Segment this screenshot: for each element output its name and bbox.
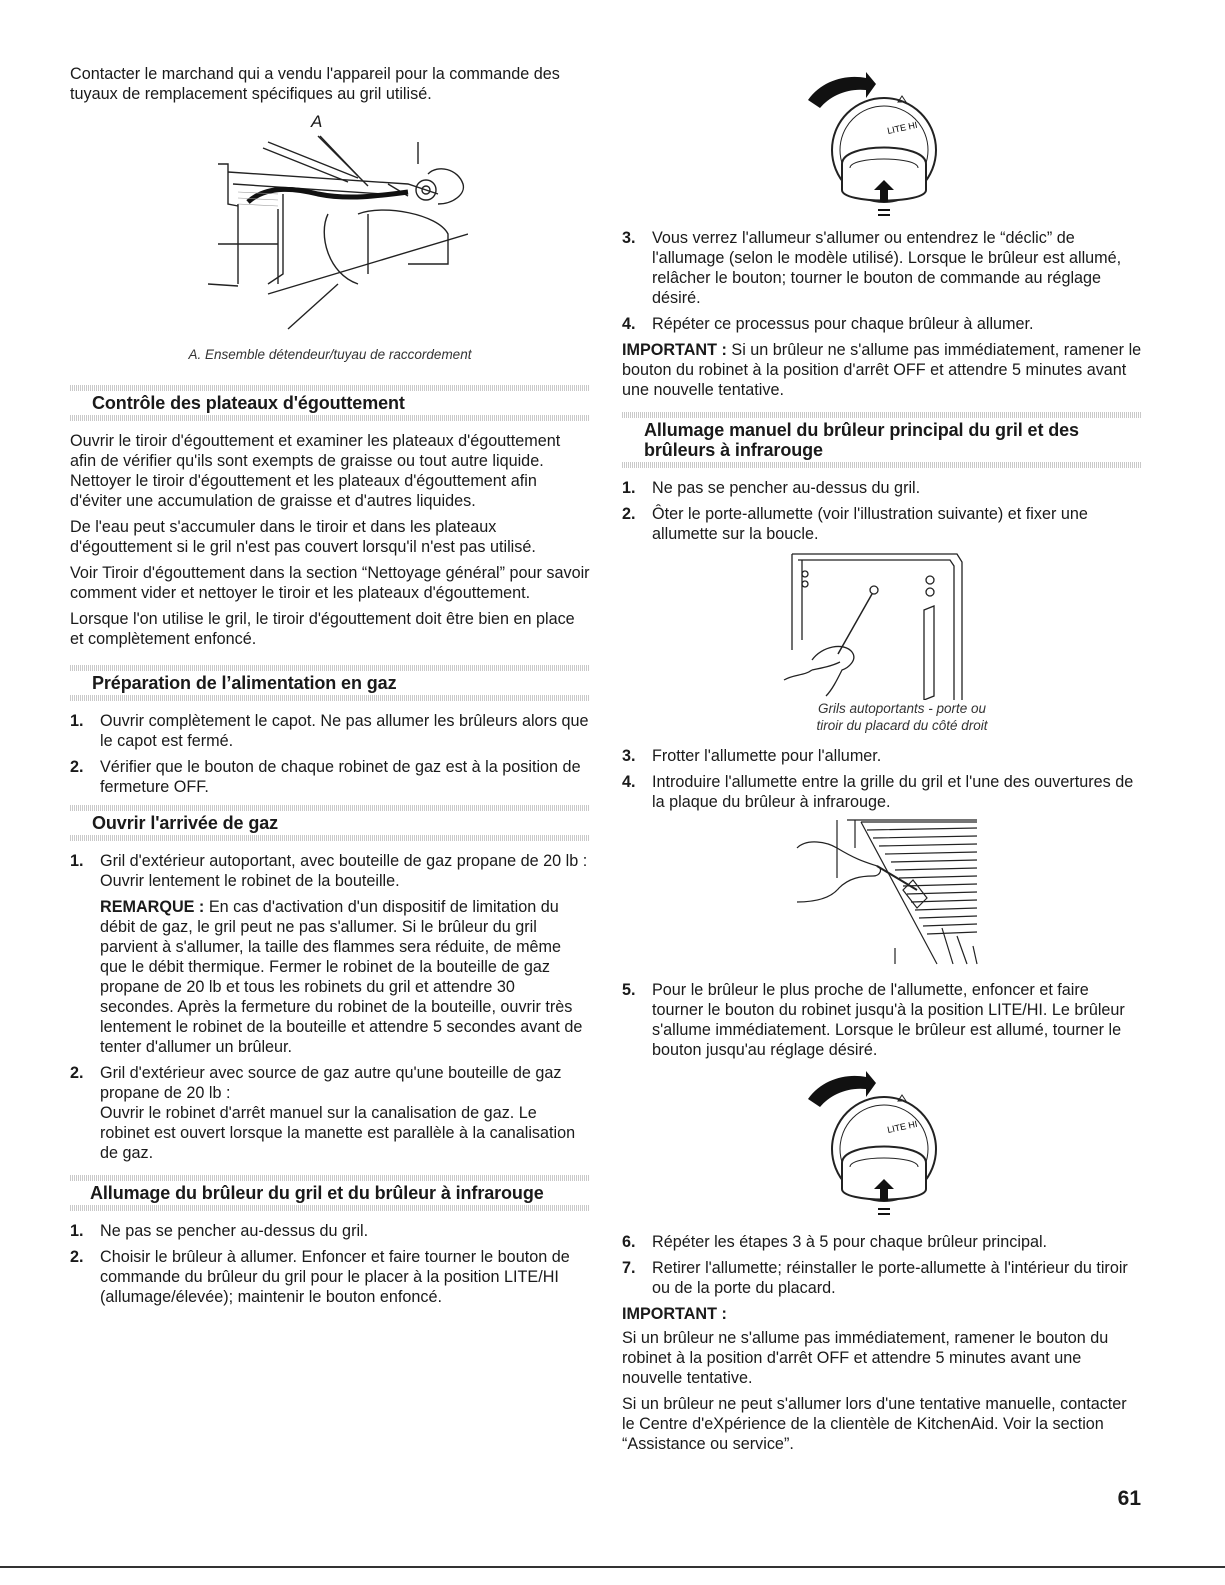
important-note-1: IMPORTANT : Si un brûleur ne s'allume pas immédiatement, ramener le bouton du robinet à la position d'arrêt OFF et attendre 5 minutes avant une nouvelle tentative.	[622, 341, 1142, 399]
figure-caption: A. Ensemble détendeur/tuyau de raccordement	[188, 347, 472, 362]
list-item: 2. Choisir le brûleur à allumer. Enfoncer et faire tourner le bouton de commande du brûleur du gril pour le placer à la position LITE/HI (allumage/élevée); maintenir le bouton enfoncé.	[70, 1248, 570, 1306]
section-manual-lighting	[622, 412, 1142, 468]
list-item: 1. Ne pas se pencher au-dessus du gril.	[70, 1222, 369, 1240]
manual-steps-2	[622, 746, 1142, 812]
lighting-steps	[70, 1221, 590, 1307]
section-divider	[622, 462, 1142, 468]
list-item: 2. Vérifier que le bouton de chaque robinet de gaz est à la position de fermeture OFF.	[70, 758, 581, 796]
section-divider	[70, 1205, 590, 1211]
bottom-rule	[0, 1566, 1225, 1568]
prep-steps	[70, 711, 590, 797]
drip-paragraph-4: Lorsque l'on utilise le gril, le tiroir d'égouttement doit être bien en place et complètement enfoncé.	[70, 610, 575, 648]
section-divider	[70, 805, 590, 811]
list-item: 7. Retirer l'allumette; réinstaller le porte-allumette à l'intérieur du tiroir ou de la porte du placard.	[622, 1259, 1128, 1297]
section-drip-trays	[70, 385, 590, 421]
section-divider	[622, 412, 1142, 418]
list-item: 1. Ne pas se pencher au-dessus du gril.	[622, 479, 921, 497]
section-divider	[70, 1175, 590, 1181]
section-title: Contrôle des plateaux d'égouttement	[92, 393, 405, 413]
section-divider	[70, 385, 590, 391]
open-gas-steps	[70, 851, 590, 1163]
section-divider	[70, 415, 590, 421]
match-holder-illustration	[782, 550, 982, 700]
section-open-gas	[70, 805, 590, 841]
section-title: Préparation de l’alimentation en gaz	[92, 673, 397, 693]
list-item: 3. Frotter l'allumette pour l'allumer.	[622, 747, 882, 765]
list-item: 6. Répéter les étapes 3 à 5 pour chaque brûleur principal.	[622, 1233, 1048, 1251]
section-title: Allumage du brûleur du gril et du brûleur à infrarouge	[90, 1183, 544, 1203]
section-divider	[70, 695, 590, 701]
list-item: 1. Gril d'extérieur autoportant, avec bouteille de gaz propane de 20 lb : Ouvrir lentement le robinet de la bouteille. REMARQUE : En cas d'activation d'un dispositif de limitation du débit de gaz, le gril peut ne pas s'allumer. Si le brûleur du gril parvient à s'allumer, la taille des flammes sera réduite, de même que le débit thermique. Fermer le robinet de la bouteille de gaz propane de 20 lb et tous les robinets du gril et attendre 30 secondes. Après la fermeture du robinet de la bouteille, ouvrir très lentement le robinet de la bouteille et attendre 5 secondes avant de tenter d'allumer un brûleur.	[70, 851, 590, 1057]
figure-letter: A	[311, 112, 323, 131]
section-title: Allumage manuel du brûleur principal du gril et des brûleurs à infrarouge	[644, 420, 1079, 460]
list-item: 2. Ôter le porte-allumette (voir l'illustration suivante) et fixer une allumette sur la boucle.	[622, 505, 1088, 543]
drip-paragraph-2: De l'eau peut s'accumuler dans le tiroir et dans les plateaux d'égouttement si le gril n'est pas couvert lorsqu'il n'est pas utilisé.	[70, 518, 536, 556]
match-holder-caption: Grils autoportants - porte ou tiroir du placard du côté droit	[816, 701, 988, 733]
knob-label: LITE HI	[886, 1118, 919, 1135]
drip-paragraph-3: Voir Tiroir d'égouttement dans la section “Nettoyage général” pour savoir comment vider et nettoyer le tiroir et les plateaux d'égouttement.	[70, 564, 590, 602]
left-column	[70, 64, 590, 1313]
list-item: 5. Pour le brûleur le plus proche de l'allumette, enfoncer et faire tourner le bouton du robinet jusqu'à la position LITE/HI. Le brûleur s'allume immédiatement. Lorsque le brûleur est allumé, tourner le bouton jusqu'au réglage désiré.	[622, 981, 1125, 1059]
knob-illustration	[802, 72, 962, 222]
important-paragraph-1: Si un brûleur ne s'allume pas immédiatement, ramener le bouton du robinet à la position d'arrêt OFF et attendre 5 minutes avant une nouvelle tentative.	[622, 1329, 1109, 1387]
list-item: 2. Gril d'extérieur avec source de gaz autre qu'une bouteille de gaz propane de 20 lb : Ouvrir le robinet d'arrêt manuel sur la canalisation de gaz. Le robinet est ouvert lorsque la manette est parallèle à la canalisation de gaz.	[70, 1064, 576, 1162]
regulator-figure	[70, 112, 590, 342]
drip-paragraph-1: Ouvrir le tiroir d'égouttement et examiner les plateaux d'égouttement afin de vérifier qu'ils sont exempts de graisse ou tout autre liquide. Nettoyer le tiroir d'égouttement et les plateaux d'égouttement afin d'éviter une accumulation de graisse et d'autres liquides.	[70, 432, 561, 510]
important-heading-2: IMPORTANT :	[622, 1305, 727, 1323]
section-gas-preparation	[70, 665, 590, 701]
section-divider	[70, 835, 590, 841]
knob-illustration-2	[802, 1066, 962, 1226]
remark: REMARQUE : En cas d'activation d'un dispositif de limitation du débit de gaz, le gril peut ne pas s'allumer. Si le brûleur du gril parvient à s'allumer, la taille des flammes sera réduite, de même que le débit thermique. Fermer le robinet de la bouteille de gaz propane de 20 lb et tous les robinets du gril et attendre 30 secondes. Après la fermeture du robinet de la bouteille, ouvrir très lentement le robinet de la bouteille et attendre 5 secondes avant de tenter d'allumer un brûleur.	[100, 898, 583, 1056]
knob-label: LITE HI	[886, 119, 919, 136]
manual-steps-4	[622, 1232, 1142, 1298]
section-divider	[70, 665, 590, 671]
list-item: 4. Répéter ce processus pour chaque brûleur à allumer.	[622, 315, 1034, 333]
list-item: 1. Ouvrir complètement le capot. Ne pas allumer les brûleurs alors que le capot est fermé.	[70, 712, 589, 750]
infrared-burner-illustration	[777, 818, 987, 968]
list-item: 4. Introduire l'allumette entre la grille du gril et l'une des ouvertures de la plaque du brûleur à infrarouge.	[622, 773, 1134, 811]
section-title: Ouvrir l'arrivée de gaz	[92, 813, 279, 833]
list-item: 3. Vous verrez l'allumeur s'allumer ou entendrez le “déclic” de l'allumage (selon le modèle utilisé). Lorsque le brûleur est allumé, relâcher le bouton; tourner le bouton de commande au réglage désiré.	[622, 229, 1122, 307]
right-column	[622, 72, 1142, 1460]
important-paragraph-2: Si un brûleur ne peut s'allumer lors d'une tentative manuelle, contacter le Centre d'eXpérience de la clientèle de KitchenAid. Voir la section “Assistance ou service”.	[622, 1395, 1127, 1453]
regulator-hose-illustration	[208, 134, 468, 334]
manual-steps-1	[622, 478, 1142, 544]
section-lighting	[70, 1175, 590, 1211]
lighting-steps-cont	[622, 228, 1142, 334]
intro-text: Contacter le marchand qui a vendu l'appareil pour la commande des tuyaux de remplacement spécifiques au gril utilisé.	[70, 65, 560, 103]
manual-steps-3	[622, 980, 1142, 1060]
page-number: 61	[1117, 1487, 1141, 1510]
